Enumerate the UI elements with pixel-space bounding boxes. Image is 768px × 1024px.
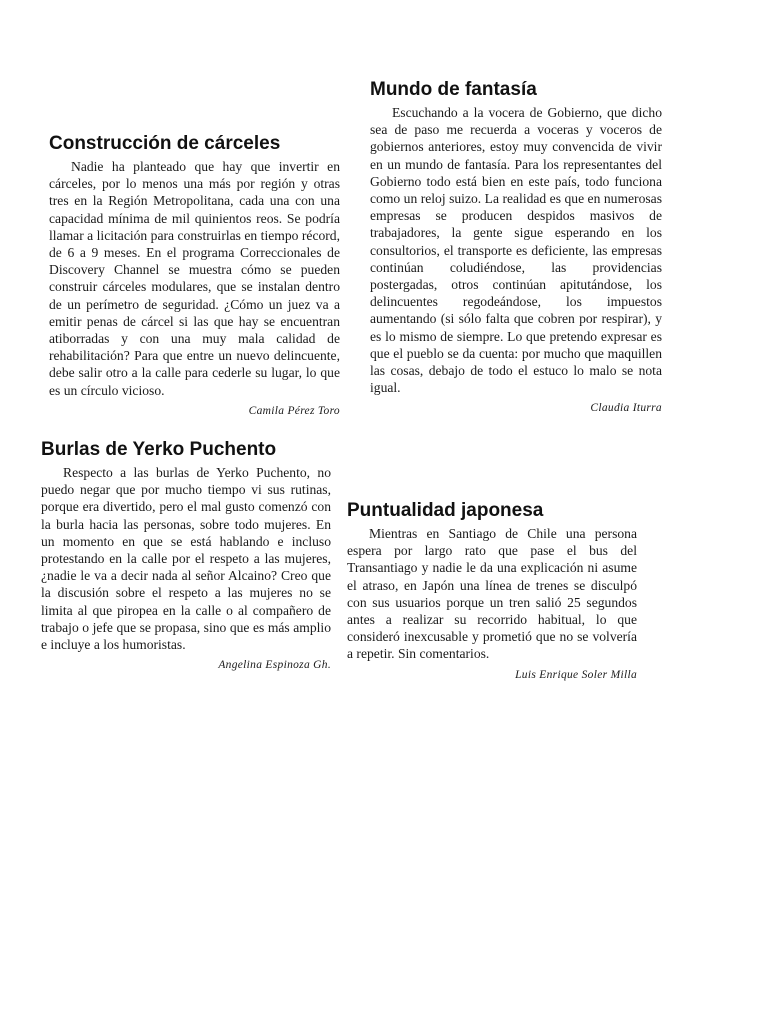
letter-title: Construcción de cárceles <box>49 133 281 154</box>
letter-title: Puntualidad japonesa <box>347 500 544 521</box>
letter-title: Burlas de Yerko Puchento <box>41 439 277 460</box>
letter-construccion-carceles <box>49 133 340 417</box>
letter-mundo-fantasia <box>370 79 662 414</box>
letter-body: Nadie ha planteado que hay que invertir en cárceles, por lo menos una más por región y otras tres en la Región Metropolitana, cada una con una capacidad mínima de mil quinientos reos. Se podría llamar a licitación para construirlas en tiempo récord, de 6 a 9 meses. En el programa Correccionales de Discovery Channel se muestra cómo se pueden construir cárceles modulares, que se instalan dentro de un perímetro de seguridad. ¿Cómo un juez va a emitir penas de cárcel si las que hay se encuentran atiborradas y con una muy mala calidad de rehabilitación? Para que entre un nuevo delincuente, debe salir otro a la calle para cederle su lugar, lo que es un círculo vicioso. <box>49 159 340 398</box>
letter-burlas-yerko <box>41 439 331 671</box>
letter-body: Escuchando a la vocera de Gobierno, que dicho sea de paso me recuerda a voceras y voceros de gobiernos anteriores, estoy muy convencida de vivir en un mundo de fantasía. Para los representantes del Gobierno todo está bien en este país, todo funciona como un reloj suizo. La realidad es que en numerosas empresas se producen despidos masivos de trabajadores, la gente sigue esperando en los consultorios, el transporte es deficiente, las empresas continúan coludiéndose, las providencias postergadas, otros continúan apitutándose, los delincuentes regodeándose, los impuestos aumentando (si sólo falta que cobren por respirar), y es lo mismo de siempre. Lo que pretendo expresar es que el pueblo se da cuenta: por mucho que maquillen las cosas, debajo de todo el estuco lo malo se nota igual. <box>370 105 662 396</box>
letter-body: Respecto a las burlas de Yerko Puchento, no puedo negar que por mucho tiempo vi sus rutinas, porque era divertido, pero el mal gusto comenzó con la burla hacia las personas, sobre todo mujeres. En un momento en que se está hablando e incluso protestando en la calle por el respeto a las mujeres, ¿nadie le va a decir nada al señor Alcaino? Creo que la discusión sobre el respeto a las mujeres no se limita al que piropea en la calle o al compañero de trabajo o jefe que se propasa, sino que es más amplio e incluye a los humoristas. <box>41 465 331 653</box>
letter-signature: Claudia Iturra <box>590 402 662 415</box>
letter-puntualidad-japonesa <box>347 500 637 681</box>
letter-body: Mientras en Santiago de Chile una persona espera por largo rato que pase el bus del Transantiago y nadie le da una explicación ni asume el atraso, en Japón una línea de trenes se disculpó con sus usuarios porque un tren salió 25 segundos antes a realizar su recorrido habitual, lo que consideró inexcusable y prometió que no se volvería a repetir. Sin comentarios. <box>347 526 637 662</box>
letter-signature: Angelina Espinoza Gh. <box>218 659 331 672</box>
letter-signature: Camila Pérez Toro <box>248 404 340 417</box>
letter-signature: Luis Enrique Soler Milla <box>515 668 637 681</box>
letter-title: Mundo de fantasía <box>370 79 537 100</box>
